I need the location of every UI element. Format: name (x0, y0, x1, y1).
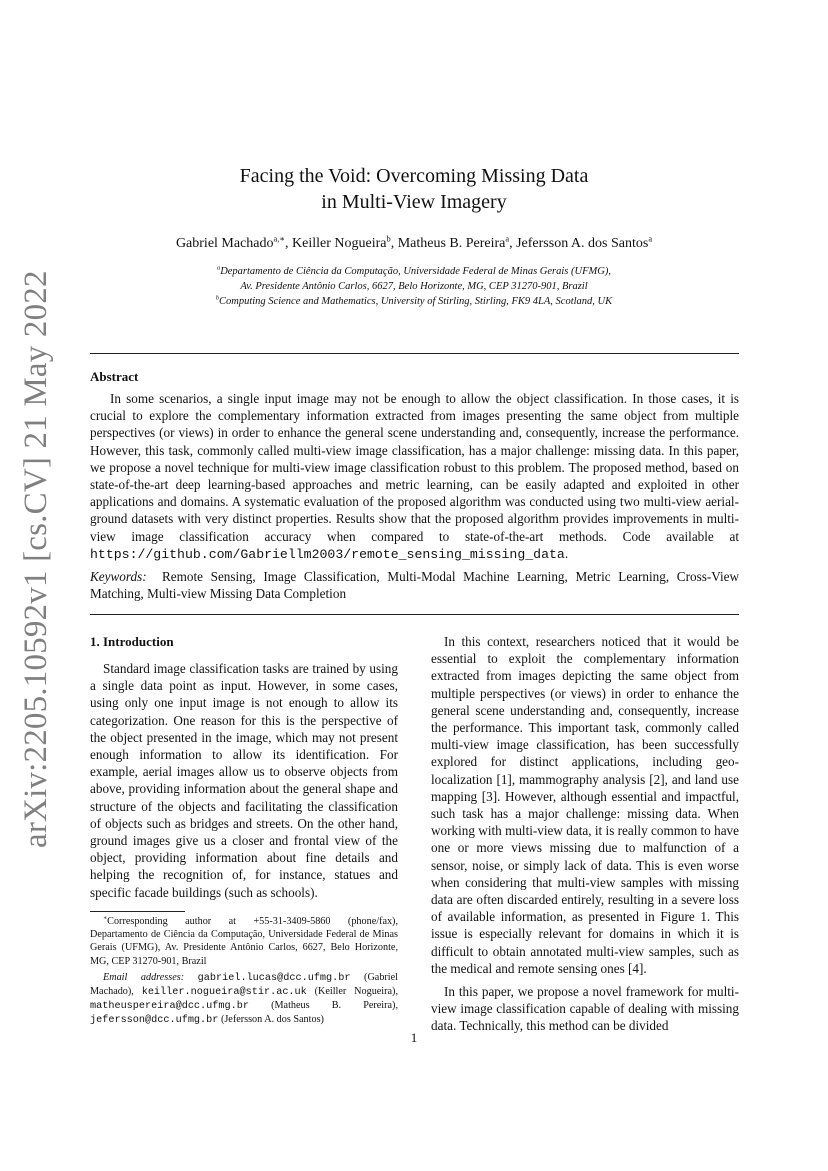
email-link[interactable]: keiller.nogueira@stir.ac.uk (141, 987, 307, 999)
affiliation-a-address: Av. Presidente Antônio Carlos, 6627, Belo Horizonte, MG, CEP 31270-901, Brazil (240, 281, 588, 292)
email-link[interactable]: matheuspereira@dcc.ufmg.br (90, 1001, 249, 1013)
abstract-bottom-rule (90, 614, 739, 615)
right-column (431, 633, 739, 1035)
page-number: 1 (410, 1030, 418, 1045)
author-4: Jefersson A. dos Santos$^a$ (516, 234, 653, 251)
footnote-rule (90, 911, 185, 912)
abstract-text: In some scenarios, a single input image may not be enough to allow the object classification. In those cases, it is crucial to explore the complementary information extracted from images presenting the same object from multiple perspectives (or views) in order to enhance the general scene understanding and, consequently, increase the performance. However, this task, commonly called multi-view image classification, has a major challenge: missing data. In this paper, we propose a novel technique for multi-view image classification robust to this problem. The proposed method, based on state-of-the-art deep learning-based approaches and metric learning, can be easily adapted and exploited in other applications and domains. A systematic evaluation of the proposed algorithm was conducted using two multi-view aerial-ground datasets with very distinct properties. Results show that the proposed algorithm provides improvements in multi-view image classification accuracy when compared to state-of-the-art methods. Code available at (90, 391, 739, 544)
author-3: Matheus B. Pereira$^a$, (397, 234, 517, 251)
corresponding-author-note: ∗Corresponding author at +55-31-3409-5860 (phone/fax), Departamento de Ciência da Computação, Universidade Federal de Minas Gerais (UFMG), Av. Presidente Antônio Carlos, 6627, Belo Horizonte, MG, CEP 31270-901, Brazil (90, 915, 398, 967)
footnotes (90, 915, 398, 1028)
title-line-1: Facing the Void: Overcoming Missing Data (239, 165, 589, 187)
code-link[interactable]: https://github.com/Gabriellm2003/remote_sensing_missing_data (90, 546, 565, 562)
author-1: Gabriel Machado$^{a,∗}$, (175, 234, 293, 251)
intro-paragraph-2: In this context, researchers noticed that it would be essential to exploit the complementary information extracted from images depicting the same object from multiple perspectives (or views) in order to enhance the general scene understanding and, consequently, increase the performance. This important task, commonly called multi-view image classification, has been successfully explored for distinct applications, including geo-localization [1], mammography analysis [2], and land use mapping [3]. However, although essential and impactful, such task has a major challenge: missing data. When working with multi-view data, it is really common to have one or more views missing due to malfunction of a sensor, noise, or simply lack of data. This is even worse when considering that multi-view samples with missing data are often discarded entirely, resulting in a severe loss of available information, as presented in Figure 1. This issue is especially relevant for domains in which it is difficult to obtain annotated multi-view samples, such as the medical and remote sensing ones [4]. (431, 634, 739, 976)
intro-paragraph-3: In this paper, we propose a novel framework for multi-view image classification capable of dealing with missing data. Technically, this method can be divided (431, 984, 739, 1034)
keywords-label: Keywords: (90, 569, 147, 584)
arxiv-identifier-stamp: arXiv:2205.10592v1 [cs.CV] 21 May 2022 (18, 270, 54, 848)
introduction-heading: 1. Introduction (90, 634, 174, 649)
abstract-body: In some scenarios, a single input image may not be enough to allow the object classification. In those cases, it is crucial to explore the complementary information extracted from images presenting the same object from multiple perspectives (or views) in order to enhance the general scene understanding and, consequently, increase the performance. However, this task, commonly called multi-view image classification, has a major challenge: missing data. In this paper, we propose a novel technique for multi-view image classification robust to this problem. The proposed method, based on state-of-the-art deep learning-based approaches and metric learning, can be easily adapted and exploited in other applications and domains. A systematic evaluation of the proposed algorithm was conducted using two multi-view aerial-ground datasets with very distinct properties. Results show that the proposed algorithm provides improvements in multi-view image classification accuracy when compared to state-of-the-art methods. Code available at https://github.com/Gabriellm2003/remote_sensing_missing_data. (90, 391, 739, 562)
affiliation-b: $^b$Computing Science and Mathematics, University of Stirling, Stirling, FK9 4LA, Scotland, UK (215, 294, 613, 307)
left-column (90, 633, 398, 901)
affiliation-a: $^a$Departamento de Ciência da Computação, Universidade Federal de Minas Gerais (UFMG), (217, 264, 611, 277)
author-list (0, 234, 828, 254)
intro-paragraph-1: Standard image classification tasks are trained by using a single data point as input. However, in some cases, using only one input image is not enough to allow its categorization. One reason for this is the perspective of the object presented in the image, which may not present enough information to allow its identification. For example, aerial images allow us to observe objects from above, providing information about the general shape and structure of the objects and facilitating the classification of objects such as bridges and streets. On the other hand, ground images give us a closer and frontal view of the object, providing information about fine details and helping the recognition of, for instance, statues and specific facade buildings (such as schools). (90, 661, 398, 900)
keywords (90, 568, 739, 602)
email-link[interactable]: gabriel.lucas@dcc.ufmg.br (197, 972, 351, 984)
affiliations (0, 264, 828, 309)
paper-title (0, 163, 828, 215)
title-line-2: in Multi-View Imagery (321, 191, 507, 213)
author-2: Keiller Nogueira$^b$, (292, 234, 398, 251)
abstract-top-rule (90, 353, 739, 354)
keywords-text: Remote Sensing, Image Classification, Multi-Modal Machine Learning, Metric Learning, Cross-View Matching, Multi-view Missing Data Completion (90, 569, 740, 602)
email-link[interactable]: jefersson@dcc.ufmg.br (90, 1015, 219, 1027)
email-addresses: Email addresses: gabriel.lucas@dcc.ufmg.br (Gabriel Machado), keiller.nogueira@stir.ac.uk (Keiller Nogueira), matheuspereira@dcc.ufmg.br (Matheus B. Pereira), jefersson@dcc.ufmg.br (Jefersson A. dos Santos) (90, 971, 398, 1027)
abstract-heading: Abstract (90, 369, 139, 384)
